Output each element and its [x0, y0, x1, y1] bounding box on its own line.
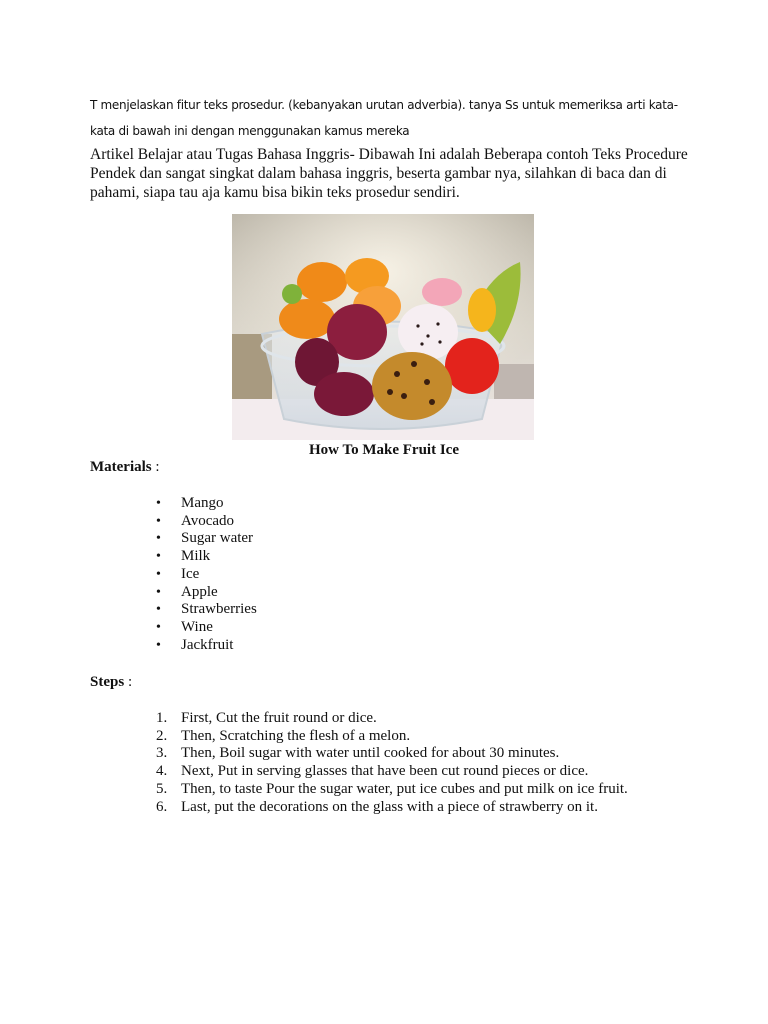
- material-label: Wine: [181, 618, 213, 635]
- list-item: [156, 583, 257, 602]
- material-label: Avocado: [181, 512, 235, 529]
- list-item: [156, 530, 257, 548]
- bullet-icon: •: [156, 619, 161, 635]
- material-label: Sugar water: [181, 530, 254, 547]
- list-item: [156, 710, 628, 728]
- list-item: [156, 780, 628, 799]
- list-item: [156, 548, 257, 566]
- material-label: Apple: [181, 583, 218, 600]
- step-text: Then, Boil sugar with water until cooked for about 30 minutes.: [181, 745, 560, 762]
- step-number: 6.: [156, 798, 168, 815]
- material-label: Strawberries: [181, 601, 257, 618]
- list-item: [156, 565, 257, 584]
- material-label: Ice: [181, 565, 200, 582]
- material-label: Milk: [181, 548, 211, 565]
- steps-heading: [90, 674, 132, 691]
- bullet-icon: •: [156, 602, 161, 618]
- bullet-icon: •: [156, 584, 161, 600]
- steps-heading-label: Steps: [90, 674, 125, 690]
- bullet-icon: •: [156, 566, 161, 582]
- bullet-icon: •: [156, 549, 161, 565]
- step-number: 3.: [156, 745, 168, 762]
- step-text: First, Cut the fruit round or dice.: [181, 710, 377, 726]
- list-item: [156, 512, 257, 531]
- material-label: Jackfruit: [181, 636, 234, 653]
- step-number: 5.: [156, 780, 168, 797]
- step-text: Then, to taste Pour the sugar water, put ice cubes and put milk on ice fruit.: [181, 780, 628, 797]
- list-item: [156, 495, 257, 513]
- steps-heading-suffix: :: [124, 674, 133, 690]
- fruit-ice-photo: [232, 214, 534, 440]
- bullet-icon: •: [156, 531, 161, 547]
- list-item: [156, 601, 257, 619]
- intro-paragraph: Artikel Belajar atau Tugas Bahasa Inggris- Dibawah Ini adalah Beberapa contoh Teks Procedure Pendek dan sangat singkat dalam bahasa inggris, beserta gambar nya, silahkan di baca dan di pahami, siapa tau aja kamu bisa bikin teks prosedur sendiri.: [90, 146, 688, 201]
- materials-heading: [90, 459, 160, 476]
- material-label: Mango: [181, 495, 224, 511]
- step-text: Next, Put in serving glasses that have been cut round pieces or dice.: [181, 763, 589, 780]
- step-text: Then, Scratching the flesh of a melon.: [181, 727, 411, 744]
- list-item: [156, 763, 628, 781]
- step-text: Last, put the decorations on the glass with a piece of strawberry on it.: [181, 798, 598, 815]
- steps-list: [156, 710, 628, 816]
- materials-heading-suffix: :: [151, 459, 160, 475]
- recipe-title: How To Make Fruit Ice: [309, 442, 459, 458]
- step-number: 2.: [156, 727, 168, 744]
- list-item: [156, 727, 628, 746]
- step-number: 1.: [156, 710, 168, 726]
- materials-list: [156, 495, 257, 654]
- bullet-icon: •: [156, 496, 161, 511]
- list-item: [156, 798, 628, 817]
- list-item: [156, 618, 257, 637]
- list-item: [156, 745, 628, 763]
- bullet-icon: •: [156, 637, 161, 653]
- materials-heading-label: Materials: [90, 459, 152, 475]
- teacher-note: T menjelaskan fitur teks prosedur. (kebanyakan urutan adverbia). tanya Ss untuk memeriksa arti kata-kata di bawah ini dengan menggunakan kamus mereka: [90, 98, 678, 138]
- step-number: 4.: [156, 763, 168, 780]
- bullet-icon: •: [156, 513, 161, 529]
- list-item: [156, 636, 257, 655]
